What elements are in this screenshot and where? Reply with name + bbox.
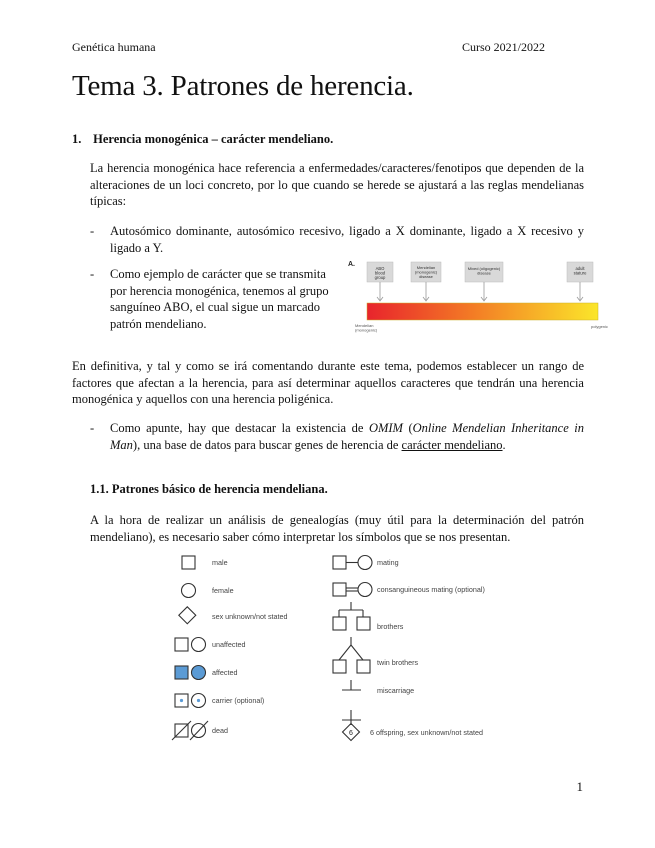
offspring-count: 6 xyxy=(349,730,353,737)
label-male: male xyxy=(212,558,228,567)
section-1-title: Herencia monogénica – carácter mendeliano. xyxy=(93,132,334,146)
label-box-adult-stature xyxy=(567,262,593,301)
twin-2-icon xyxy=(357,660,370,673)
bullet-dash: - xyxy=(90,224,95,238)
label-consanguineous: consanguineous mating (optional) xyxy=(377,585,485,594)
label-mating: mating xyxy=(377,558,399,567)
consanguineous-male-icon xyxy=(333,583,346,596)
label-box-mixed-disease xyxy=(465,262,503,301)
female-symbol-icon xyxy=(182,584,196,598)
bullet-dash: - xyxy=(90,421,95,435)
section-1-1-heading: 1.1. Patrones básico de herencia mendeliana. xyxy=(90,482,328,496)
header-course-year: Curso 2021/2022 xyxy=(461,40,545,54)
mating-female-icon xyxy=(358,556,372,570)
label-box-mendelian-disease xyxy=(411,262,441,301)
omim-fullname: Online Mendelian Inheritance in Man xyxy=(110,421,584,452)
inheritance-spectrum-figure xyxy=(345,256,615,341)
pedigree-symbols-svg xyxy=(165,550,535,750)
label-carrier: carrier (optional) xyxy=(212,696,265,705)
page-number: 1 xyxy=(576,779,583,794)
spectrum-gradient-bar xyxy=(367,303,598,320)
label-sex-unknown: sex unknown/not stated xyxy=(212,612,288,621)
label-miscarriage: miscarriage xyxy=(377,686,415,695)
affected-male-icon xyxy=(175,666,188,679)
bullet-omim-pre: Como apunte, hay que destacar la existencia de xyxy=(110,421,369,435)
brother-1-icon xyxy=(333,617,346,630)
section-1-1-intro: A la hora de realizar un análisis de genealogías (muy útil para la determinación del patrón mendeliano), es necesario saber cómo interpretar los símbolos que se nos presentan. xyxy=(90,513,584,544)
section-1-heading xyxy=(72,132,333,147)
consanguineous-female-icon xyxy=(358,583,372,597)
twin-1-icon xyxy=(333,660,346,673)
unaffected-female-icon xyxy=(192,638,206,652)
bullet-dash: - xyxy=(90,267,95,281)
unaffected-male-icon xyxy=(175,638,188,651)
label-brothers: brothers xyxy=(377,622,404,631)
inheritance-spectrum-svg xyxy=(345,256,615,336)
label-twin-brothers: twin brothers xyxy=(377,658,419,667)
brother-2-icon xyxy=(357,617,370,630)
label-female: female xyxy=(212,586,234,595)
bullet-abo-example xyxy=(90,266,336,332)
label-unaffected: unaffected xyxy=(212,640,246,649)
bullet-abo-example-text: Como ejemplo de carácter que se transmita por herencia monogénica, tenemos al grupo sanguíneo ABO, el cual sigue un marcado patrón mendeliano. xyxy=(110,267,329,331)
label-abo: ABO blood group xyxy=(374,266,386,280)
bullet-omim-open: ( xyxy=(402,421,413,435)
panel-label: A. xyxy=(348,261,355,268)
label-offspring: 6 offspring, sex unknown/not stated xyxy=(370,728,483,737)
mendelian-character-link[interactable]: carácter mendeliano xyxy=(401,437,503,452)
section-1-summary: En definitiva, y tal y como se irá comentando durante este tema, podemos establecer un rango de factores que afectan a la herencia, para así determinar aquellos caracteres que tendrán una herencia monogénica y aquellos con una herencia poligénica. xyxy=(72,359,584,406)
affected-female-icon xyxy=(192,666,206,680)
section-1-number: 1. xyxy=(72,132,82,146)
spectrum-right-label: polygenic xyxy=(591,324,608,329)
bullet-omim-end: . xyxy=(502,437,506,452)
mating-male-icon xyxy=(333,556,346,569)
label-mendelian-disease: Mendelian (monogenic) disease xyxy=(414,265,438,279)
spectrum-left-label: Mendelian (monogenic) xyxy=(355,323,378,333)
bullet-omim-mid: ), una base de datos para buscar genes de herencia de xyxy=(132,437,402,452)
bullet-omim xyxy=(90,420,584,453)
label-dead: dead xyxy=(212,726,228,735)
omim-acronym: OMIM xyxy=(368,421,403,435)
male-symbol-icon xyxy=(182,556,195,569)
label-affected: affected xyxy=(212,668,238,677)
section-1-intro: La herencia monogénica hace referencia a enfermedades/caracteres/fenotipos que dependen de la alteraciones de un loci concreto, por lo que cuando se herede se ajustará a las reglas mendelianas típicas: xyxy=(90,161,584,208)
bullet-inheritance-modes-text: Autosómico dominante, autosómico recesivo, ligado a X dominante, ligado a X recesivo y ligado a Y. xyxy=(110,224,584,255)
bullet-inheritance-modes xyxy=(90,223,584,256)
label-adult-stature: adult stature xyxy=(573,266,587,276)
label-box-abo xyxy=(367,262,393,301)
label-mixed-disease: Mixed (oligogenic) disease xyxy=(467,266,501,276)
sex-unknown-diamond-icon xyxy=(179,607,196,624)
pedigree-symbols-legend xyxy=(165,550,535,755)
page-title: Tema 3. Patrones de herencia. xyxy=(72,70,414,102)
header-course-name: Genética humana xyxy=(72,40,156,54)
